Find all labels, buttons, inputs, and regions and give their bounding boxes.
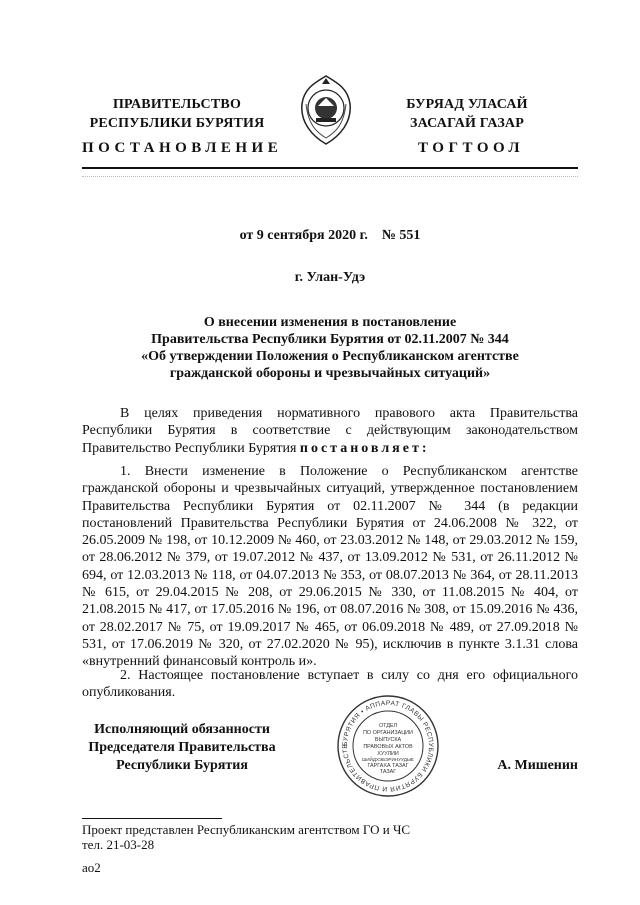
official-stamp — [336, 694, 440, 798]
stamp-line3: ВЫПУСКА — [374, 737, 402, 743]
footer-line2: тел. 21-03-28 — [82, 837, 155, 852]
item-2-paragraph: 2. Настоящее постановление вступает в силу со дня его официального опубликования. — [82, 668, 578, 701]
header-rule — [82, 167, 578, 169]
intro-paragraph — [82, 405, 578, 457]
stamp-line6: ШИЙДХЭБЭРИНУУДЫЕ — [362, 757, 414, 762]
title-line3: «Об утверждении Положения о Республиканском агентстве — [141, 349, 519, 364]
doc-type-right: ТОГТООЛ — [418, 140, 525, 156]
date-number: от 9 сентября 2020 г. № 551 — [239, 228, 421, 243]
title-line4: гражданской обороны и чрезвычайных ситуаций» — [169, 366, 491, 381]
stamp-line5: ХУУЛИИ — [377, 751, 399, 757]
header-dotted-rule — [82, 176, 578, 177]
coat-of-arms-icon — [296, 74, 356, 146]
header-left-line2: РЕСПУБЛИКИ БУРЯТИЯ — [89, 116, 265, 131]
stamp-line1: ОТДЕЛ — [378, 723, 398, 729]
coat-of-arms — [296, 74, 356, 146]
title-line2: Правительства Республики Бурятия от 02.11.2007 № 344 — [151, 332, 509, 347]
stamp-line4: ПРАВОВЫХ АКТОВ — [363, 744, 413, 750]
city: г. Улан-Удэ — [294, 270, 366, 285]
header-right — [372, 95, 562, 133]
stamp-ring-text: БУРЯТИЯ • АППАРАТ ГЛАВЫ РЕСПУБЛИКИ БУРЯТИЯ И ПРАВИТЕЛЬСТВ — [341, 699, 435, 793]
header-right-line2: ЗАСАГАЙ ГАЗАР — [409, 116, 524, 131]
title-line1: О внесении изменения в постановление — [203, 315, 457, 330]
doc-type-left: ПОСТАНОВЛЕНИЕ — [82, 140, 283, 156]
item-1-paragraph: 1. Внести изменение в Положение о Республиканском агентстве гражданской обороны и чрезвычайных ситуаций, утвержденное постановлением Правительства Республики Бурятия от 02.11.2007 № 344 (в редакции постановлений Правительства Республики Бурятия от 24.06.2008 № 322, от 26.05.2009 № 198, от 10.12.2009 № 460, от 23.03.2012 № 148, от 29.03.2012 № 159, от 28.06.2012 № 379, от 19.07.2012 № 437, от 13.09.2012 № 531, от 26.11.2012 № 694, от 12.03.2013 № 118, от 04.07.2013 № 353, от 08.07.2013 № 364, от 28.11.2013 № 615, от 29.04.2015 № 208, от 29.06.2015 № 330, от 11.08.2015 № 404, от 21.08.2015 № 417, от 17.05.2016 № 196, от 08.07.2016 № 308, от 15.09.2016 № 436, от 28.02.2017 № 75, от 19.09.2017 № 465, от 06.09.2018 № 489, от 27.09.2018 № 531, от 17.06.2019 № 320, от 27.02.2020 № 95), исключив в пункте 3.1.31 слова «внутренний финансовый контроль и». — [82, 464, 578, 670]
position-line2: Председателя Правительства — [88, 740, 276, 755]
header-right-line1: БУРЯАД УЛАСАЙ — [406, 97, 528, 112]
stamp-line8: ТАЗАГ — [379, 769, 397, 775]
stamp-line2: ПО ОРГАНИЗАЦИИ — [363, 730, 413, 736]
stamp-icon — [336, 694, 440, 798]
signatory-name: А. Мишенин — [497, 758, 578, 773]
decree-word: постановляет: — [299, 440, 430, 456]
document-title — [82, 314, 578, 382]
position-line3: Республики Бурятия — [116, 758, 248, 773]
footer-note — [82, 822, 410, 852]
footer-rule — [82, 818, 222, 819]
stamp-line7: ГАРГАХА ТАЗАГ — [367, 763, 409, 769]
footer-code: ао2 — [82, 860, 101, 875]
position-line1: Исполняющий обязанности — [94, 722, 270, 737]
signature-position — [82, 721, 282, 775]
header-left-line1: ПРАВИТЕЛЬСТВО — [112, 97, 242, 112]
header-left — [82, 95, 272, 133]
intro-text: В целях приведения нормативного правового акта Правительства Республики Бурятия в соответствие с действующим законодательством Правительство Республики Бурятия — [82, 406, 578, 456]
footer-line1: Проект представлен Республиканским агентством ГО и ЧС — [82, 822, 411, 837]
